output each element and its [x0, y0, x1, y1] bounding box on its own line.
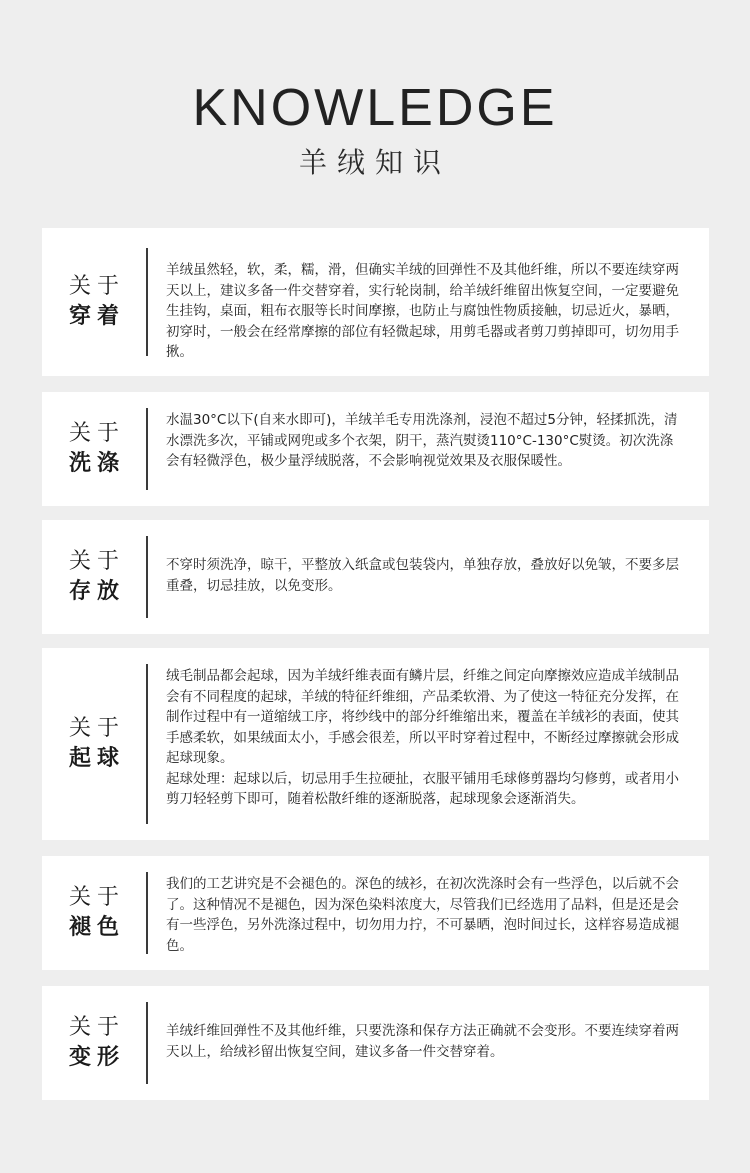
- card-label-bottom: 存放: [68, 579, 125, 604]
- knowledge-card-deformation: [42, 986, 709, 1100]
- card-label-top: 关于: [68, 274, 125, 299]
- card-text: [166, 410, 686, 472]
- card-label-top: 关于: [68, 421, 125, 446]
- card-label-top: 关于: [68, 885, 125, 910]
- card-divider: [146, 1002, 148, 1084]
- page-header: [0, 0, 750, 220]
- card-paragraph: 羊绒虽然轻，软，柔，糯，滑，但确实羊绒的回弹性不及其他纤维，所以不要连续穿两天以上，建议多备一件交替穿着，实行轮岗制，给羊绒纤维留出恢复空间，一定要避免生挂钩，桌面，粗布衣服等长时间摩擦，也防止与腐蚀性物质接触，切忌近火，暴晒，初穿时，一般会在经常摩擦的部位有轻微起球，用剪毛器或者剪刀剪掉即可，切勿用手揪。: [166, 262, 679, 360]
- card-text: [166, 874, 686, 956]
- knowledge-card-storage: [42, 520, 709, 634]
- page-subtitle: 羊绒知识: [298, 146, 451, 179]
- card-divider: [146, 536, 148, 618]
- card-label-top: 关于: [68, 549, 125, 574]
- card-label-top: 关于: [68, 1015, 125, 1040]
- card-paragraph: 我们的工艺讲究是不会褪色的。深色的绒衫，在初次洗涤时会有一些浮色，以后就不会了。这种情况不是褪色，因为深色染料浓度大，尽管我们已经选用了品料，但是还是会有一些浮色，另外洗涤过程中，切勿用力拧，不可暴晒，泡时间过长，这样容易造成褪色。: [166, 876, 679, 954]
- card-label: [42, 228, 146, 376]
- card-text: [166, 555, 686, 596]
- card-paragraph: 起球处理：起球以后，切忌用手生拉硬扯，衣服平铺用毛球修剪器均匀修剪，或者用小剪刀轻轻剪下即可，随着松散纤维的逐渐脱落，起球现象会逐渐消失。: [166, 770, 679, 807]
- card-divider: [146, 872, 148, 954]
- card-label: [42, 856, 146, 970]
- card-label-bottom: 褪色: [68, 915, 125, 940]
- card-paragraph: 水温30°C以下(自来水即可)，羊绒羊毛专用洗涤剂，浸泡不超过5分钟，轻揉抓洗，清水漂洗多次，平铺或网兜或多个衣架，阴干，蒸汽熨烫110°C-130°C熨烫。初次洗涤会有轻微浮色，极少量浮绒脱落，不会影响视觉效果及衣服保暖性。: [166, 412, 678, 469]
- card-label-bottom: 穿着: [68, 304, 125, 329]
- card-paragraph: 羊绒纤维回弹性不及其他纤维，只要洗涤和保存方法正确就不会变形。不要连续穿着两天以上，给绒衫留出恢复空间，建议多备一件交替穿着。: [166, 1023, 679, 1060]
- card-divider: [146, 408, 148, 490]
- card-label: [42, 520, 146, 634]
- card-label-bottom: 起球: [68, 746, 125, 771]
- card-label-top: 关于: [68, 716, 125, 741]
- card-divider: [146, 664, 148, 824]
- card-paragraph: 绒毛制品都会起球，因为羊绒纤维表面有鳞片层，纤维之间定向摩擦效应造成羊绒制品会有不同程度的起球，羊绒的特征纤维细，产品柔软滑、为了使这一特征充分发挥，在制作过程中有一道缩绒工序，将纱线中的部分纤维缩出来，覆盖在羊绒衫的表面，使其手感柔软，如果绒面太小，手感会很差，所以平时穿着过程中，不断经过摩擦就会形成起球现象。: [166, 668, 679, 766]
- card-label: [42, 648, 146, 840]
- card-label: [42, 986, 146, 1100]
- card-divider: [146, 248, 148, 356]
- knowledge-card-wearing: [42, 228, 709, 376]
- card-label-bottom: 洗涤: [68, 451, 125, 476]
- card-text: [166, 666, 686, 810]
- knowledge-card-washing: [42, 392, 709, 506]
- page-title: KNOWLEDGE: [192, 79, 558, 137]
- card-label: [42, 392, 146, 506]
- card-text: [166, 260, 686, 363]
- card-paragraph: 不穿时须洗净，晾干，平整放入纸盒或包装袋内，单独存放，叠放好以免皱，不要多层重叠，切忌挂放，以免变形。: [166, 557, 679, 594]
- card-label-bottom: 变形: [68, 1045, 125, 1070]
- card-text: [166, 1021, 686, 1062]
- knowledge-card-fading: [42, 856, 709, 970]
- knowledge-card-pilling: [42, 648, 709, 840]
